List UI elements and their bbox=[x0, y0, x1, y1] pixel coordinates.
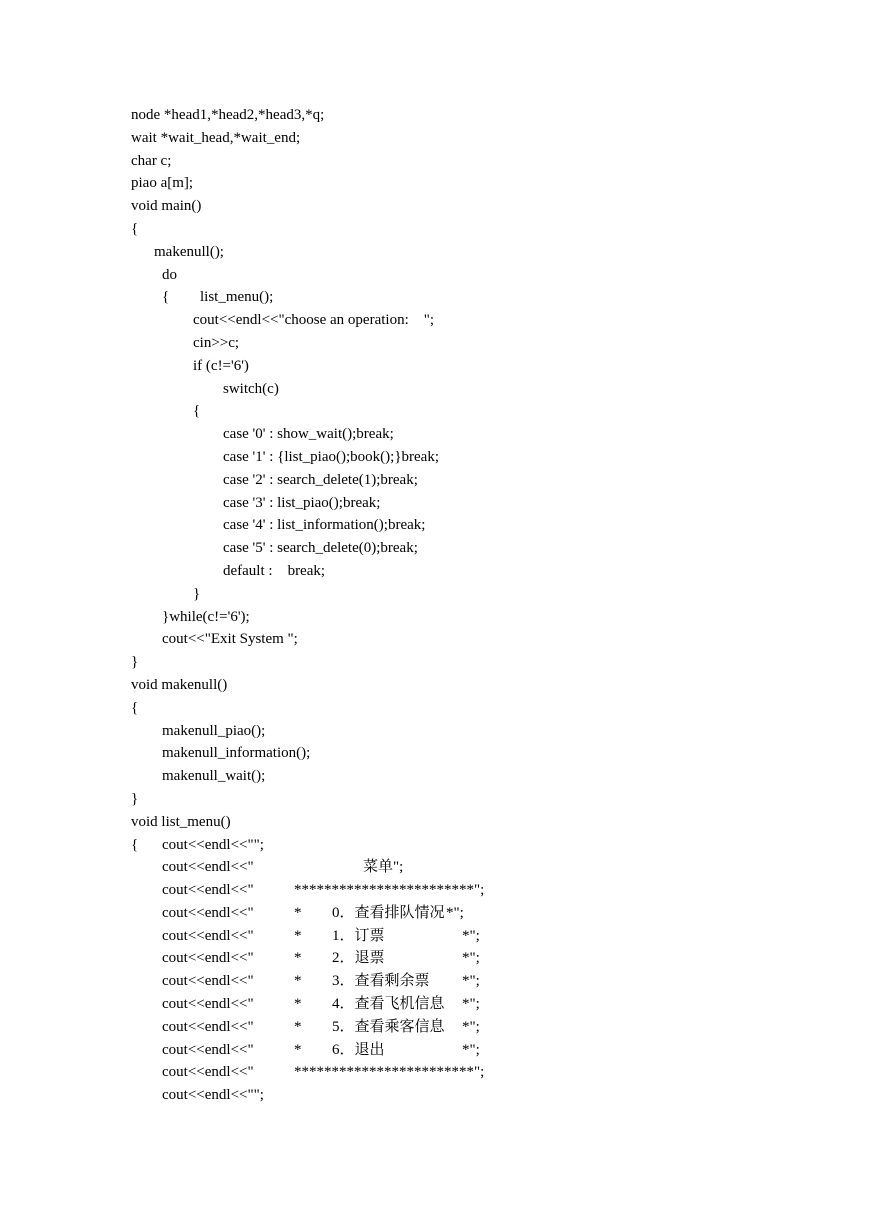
code-segment: 菜单"; bbox=[363, 859, 404, 876]
code-segment: 4．查看飞机信息 bbox=[332, 996, 445, 1013]
code-segment: piao a[m]; bbox=[131, 175, 194, 192]
code-segment: cout<<endl<<" bbox=[162, 1018, 254, 1035]
code-segment: cout<<endl<<" bbox=[162, 973, 254, 990]
code-segment: 6．退出 bbox=[332, 1041, 385, 1058]
code-segment: *"; bbox=[462, 1018, 480, 1035]
code-segment: cout<<endl<<" bbox=[162, 1064, 254, 1081]
code-segment: }while(c!='6'); bbox=[162, 608, 250, 625]
code-segment: case '4' : list_information();break; bbox=[223, 517, 426, 534]
code-segment: makenull_wait(); bbox=[162, 768, 266, 785]
code-segment: void list_menu() bbox=[131, 813, 231, 830]
code-segment: { bbox=[131, 836, 139, 853]
code-segment: case '1' : {list_piao();book();}break; bbox=[223, 448, 439, 465]
code-segment: 3．查看剩余票 bbox=[332, 973, 430, 990]
code-segment: cout<<endl<<" bbox=[162, 882, 254, 899]
code-segment: ************************"; bbox=[294, 882, 485, 899]
code-segment: 1．订票 bbox=[332, 927, 385, 944]
code-segment: cout<<endl<<"choose an operation: "; bbox=[193, 312, 435, 329]
code-segment: list_menu(); bbox=[200, 289, 274, 306]
code-segment: } bbox=[193, 585, 201, 602]
code-segment: cout<<endl<<" bbox=[162, 950, 254, 967]
code-segment: { bbox=[131, 699, 139, 716]
code-segment: *"; bbox=[446, 904, 464, 921]
code-segment: void main() bbox=[131, 198, 202, 215]
code-segment: char c; bbox=[131, 152, 172, 169]
code-segment: default : break; bbox=[223, 562, 326, 579]
code-segment: if (c!='6') bbox=[193, 357, 249, 374]
code-segment: makenull_information(); bbox=[162, 745, 311, 762]
code-segment: *"; bbox=[462, 996, 480, 1013]
code-segment: *"; bbox=[462, 950, 480, 967]
code-segment: { bbox=[193, 403, 201, 420]
code-segment: 5．查看乘客信息 bbox=[332, 1018, 445, 1035]
code-segment: void makenull() bbox=[131, 676, 228, 693]
code-segment: case '3' : list_piao();break; bbox=[223, 494, 381, 511]
code-segment: wait *wait_head,*wait_end; bbox=[131, 129, 301, 146]
code-segment: { bbox=[131, 220, 139, 237]
code-segment: cout<<endl<<" bbox=[162, 904, 254, 921]
code-segment: * bbox=[294, 996, 302, 1013]
code-segment: cin>>c; bbox=[193, 334, 240, 351]
code-segment: case '2' : search_delete(1);break; bbox=[223, 471, 418, 488]
code-segment: * bbox=[294, 973, 302, 990]
code-segment: node *head1,*head2,*head3,*q; bbox=[131, 107, 325, 123]
code-segment: makenull_piao(); bbox=[162, 722, 266, 739]
code-segment: cout<<"Exit System "; bbox=[162, 631, 298, 648]
code-segment: * bbox=[294, 950, 302, 967]
code-segment: 0．查看排队情况 bbox=[332, 904, 445, 921]
code-segment: * bbox=[294, 1018, 302, 1035]
code-segment: cout<<endl<<" bbox=[162, 859, 254, 876]
code-segment: *"; bbox=[462, 973, 480, 990]
code-segment: makenull(); bbox=[154, 243, 224, 260]
code-segment: 2．退票 bbox=[332, 950, 385, 967]
code-segment: cout<<endl<<""; bbox=[162, 1087, 264, 1104]
code-segment: } bbox=[131, 790, 139, 807]
code-segment: cout<<endl<<""; bbox=[162, 836, 264, 853]
code-segment: * bbox=[294, 927, 302, 944]
code-segment: ************************"; bbox=[294, 1064, 485, 1081]
code-segment: do bbox=[162, 266, 177, 283]
code-segment: cout<<endl<<" bbox=[162, 927, 254, 944]
code-segment: cout<<endl<<" bbox=[162, 1041, 254, 1058]
code-segment: } bbox=[131, 654, 139, 671]
code-segment: * bbox=[294, 1041, 302, 1058]
code-segment: { bbox=[162, 289, 170, 306]
code-segment: case '0' : show_wait();break; bbox=[223, 426, 394, 443]
code-segment: *"; bbox=[462, 927, 480, 944]
code-segment: case '5' : search_delete(0);break; bbox=[223, 540, 418, 557]
code-segment: *"; bbox=[462, 1041, 480, 1058]
code-segment: * bbox=[294, 904, 302, 921]
code-segment: cout<<endl<<" bbox=[162, 996, 254, 1013]
code-segment: switch(c) bbox=[223, 380, 279, 397]
